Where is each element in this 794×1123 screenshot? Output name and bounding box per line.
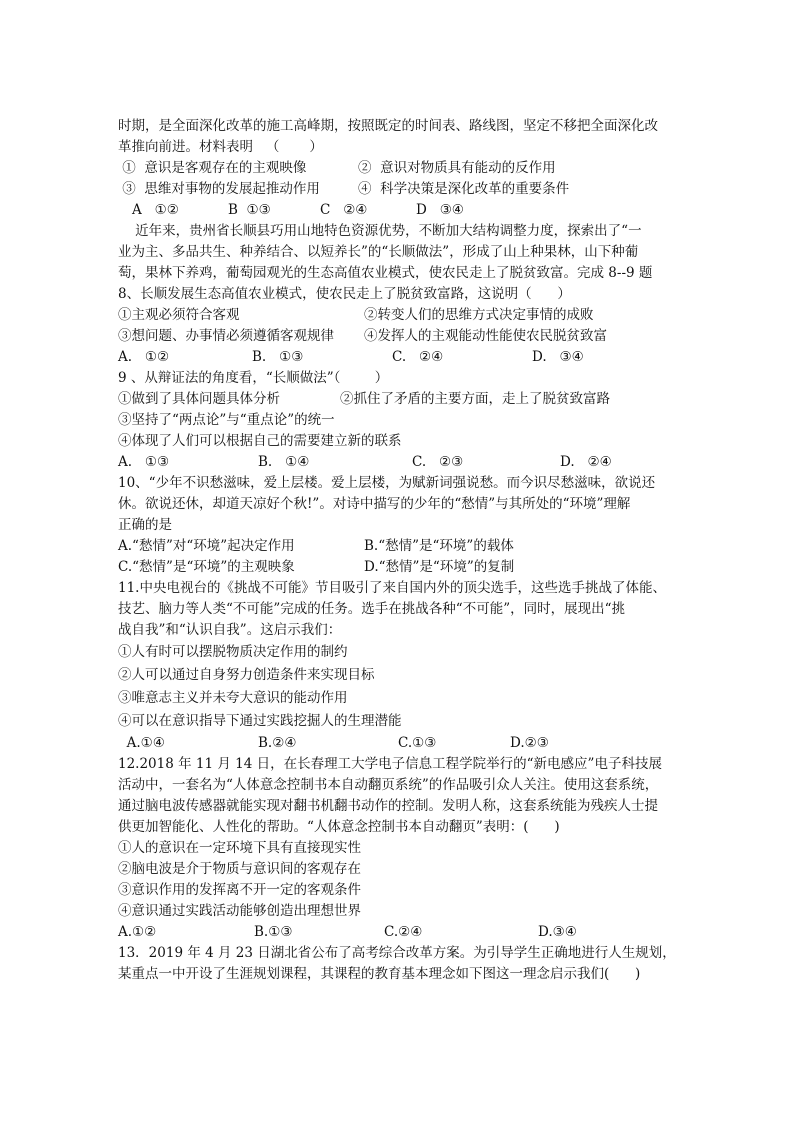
q11-choice-c: C.①③ [398,735,437,751]
q13-stem-line: 13．2019 年 4 月 23 日湖北省公布了高考综合改革方案。为引导学生正确地进行人生规划， [118,945,676,961]
q9-choice-c: C. ②③ [412,454,464,470]
intro-line: 时期，是全面深化改革的施工高峰期，按照既定的时间表、路线图，坚定不移把全面深化改 [118,118,658,134]
q11-stem-line: 战自我”和“认识自我”。这启示我们： [118,622,342,638]
q7-option-4: ④ 科学决策是深化改革的重要条件 [358,181,570,197]
q11-stem-line: 技艺、脑力等人类“不可能”完成的任务。选手在挑战各种“不可能”，同时，展现出“挑 [118,601,626,617]
passage-line: 近年来，贵州省长顺县巧用山地特色资源优势，不断加大结构调整力度，探索出了“一 [118,223,642,239]
q8-choice-c: C. ②④ [392,349,444,365]
q7-options-row [118,179,678,200]
q7-options-row [118,158,678,179]
q12-stem-line: 供更加智能化、人性化的帮助。“人体意念控制书本自动翻页”表明：( ) [118,819,560,835]
q8-choice-b: B. ①③ [252,349,304,365]
q12-choice-a: A.①② [118,924,157,940]
q11-option-3: ③唯意志主义并未夸大意识的能动作用 [118,690,348,706]
q8-option-3: ③想问题、办事情必须遵循客观规律 [118,328,334,344]
q10-choice-c: C.“愁情”是“环境”的主观映象 [118,559,295,575]
q12-option-2: ②脑电波是介于物质与意识间的客观存在 [118,861,361,877]
q10-stem-line: 正确的是 [118,517,172,533]
q8-option-2: ②转变人们的思维方式决定事情的成败 [364,307,594,323]
q8-choice-a: A. ①② [118,349,170,365]
q12-stem-line: 活动中，一套名为“人体意念控制书本自动翻页系统”的作品吸引众人关注。使用这套系统， [118,777,659,793]
q9-option-3: ③坚持了“两点论”与“重点论”的统一 [118,412,335,428]
intro-line: 革推向前进。材料表明 （ ） [118,139,323,155]
q10-choice-a: A.“愁情”对“环境”起决定作用 [118,538,295,554]
q10-choice-b: B.“愁情”是“环境”的载体 [364,538,514,554]
q10-stem-line: 休。欲说还休，却道天凉好个秋!”。对诗中描写的少年的“愁情”与其所处的“环境”理解 [118,496,631,512]
q11-choice-a: A.①④ [118,735,165,751]
q9-options-row [118,389,678,410]
q11-option-1: ①人有时可以摆脱物质决定作用的制约 [118,644,348,660]
q12-choices [118,922,678,943]
q7-choice-c: C ②④ [320,202,368,218]
passage-line: 业为主、多品共生、种养结合、以短养长”的“长顺做法”，形成了山上种果林，山下种葡 [118,244,639,260]
q9-choice-d: D. ②④ [560,454,612,470]
q12-stem-line: 12.2018 年 11 月 14 日，在长春理工大学电子信息工程学院举行的“新电感应”电子科技展 [118,756,662,772]
q10-choices-row [118,557,678,578]
q7-choice-b: B ①③ [228,202,271,218]
q12-option-3: ③意识作用的发挥离不开一定的客观条件 [118,882,361,898]
q9-option-1: ①做到了具体问题具体分析 [118,391,280,407]
q12-choice-c: C.②④ [384,924,423,940]
q8-option-1: ①主观必须符合客观 [118,307,240,323]
q11-option-2: ②人可以通过自身努力创造条件来实现目标 [118,667,375,683]
q8-options-row [118,326,678,347]
q8-option-4: ④发挥人的主观能动性能使农民脱贫致富 [364,328,607,344]
q8-choice-d: D. ③④ [532,349,584,365]
q7-option-2: ② 意识对物质具有能动的反作用 [358,160,556,176]
q9-option-4: ④体现了人们可以根据自己的需要建立新的联系 [118,433,402,449]
q7-choice-d: D ③④ [416,202,464,218]
q7-option-1: ① 意识是客观存在的主观映像 [118,160,307,176]
q10-stem-line: 10、“少年不识愁滋味，爱上层楼。爱上层楼，为赋新词强说愁。而今识尽愁滋味，欲说还 [118,475,656,491]
q9-option-2: ②抓住了矛盾的主要方面，走上了脱贫致富路 [340,391,610,407]
q12-choice-b: B.①③ [254,924,293,940]
q9-stem: 9 、从辩证法的角度看，“长顺做法”（ ） [118,370,389,386]
q8-options-row [118,305,678,326]
passage-line: 萄，果林下养鸡，葡萄园观光的生态高值农业模式，使农民走上了脱贫致富。完成 8--9 题 [118,265,653,281]
q7-option-3: ③ 思维对事物的发展起推动作用 [118,181,320,197]
q8-choices [118,347,678,368]
q8-stem: 8、长顺发展生态高值农业模式，使农民走上了脱贫致富路，这说明（ ） [118,286,571,302]
q11-option-4: ④可以在意识指导下通过实践挖掘人的生理潜能 [118,713,402,729]
q12-option-4: ④意识通过实践活动能够创造出理想世界 [118,903,361,919]
q11-choices [118,733,678,754]
q11-choice-b: B.②④ [258,735,297,751]
q7-choices [118,200,678,221]
q9-choice-a: A. ①③ [118,454,170,470]
q10-choice-d: D.“愁情”是“环境”的复制 [364,559,515,575]
q11-choice-d: D.②③ [510,735,549,751]
q12-stem-line: 通过脑电波传感器就能实现对翻书机翻书动作的控制。发明人称，这套系统能为残疾人士提 [118,798,658,814]
q10-choices-row [118,536,678,557]
q11-stem-line: 11.中央电视台的《挑战不可能》节目吸引了来自国内外的顶尖选手，这些选手挑战了体能、 [118,580,666,596]
exam-page [118,116,678,985]
q9-choices [118,452,678,473]
q7-choice-a: A ①② [132,202,179,218]
q12-option-1: ①人的意识在一定环境下具有直接现实性 [118,840,361,856]
q12-choice-d: D.③④ [538,924,577,940]
q13-stem-line: 某重点一中开设了生涯规划课程，其课程的教育基本理念如下图这一理念启示我们( ) [118,966,641,982]
q9-choice-b: B. ①④ [258,454,310,470]
